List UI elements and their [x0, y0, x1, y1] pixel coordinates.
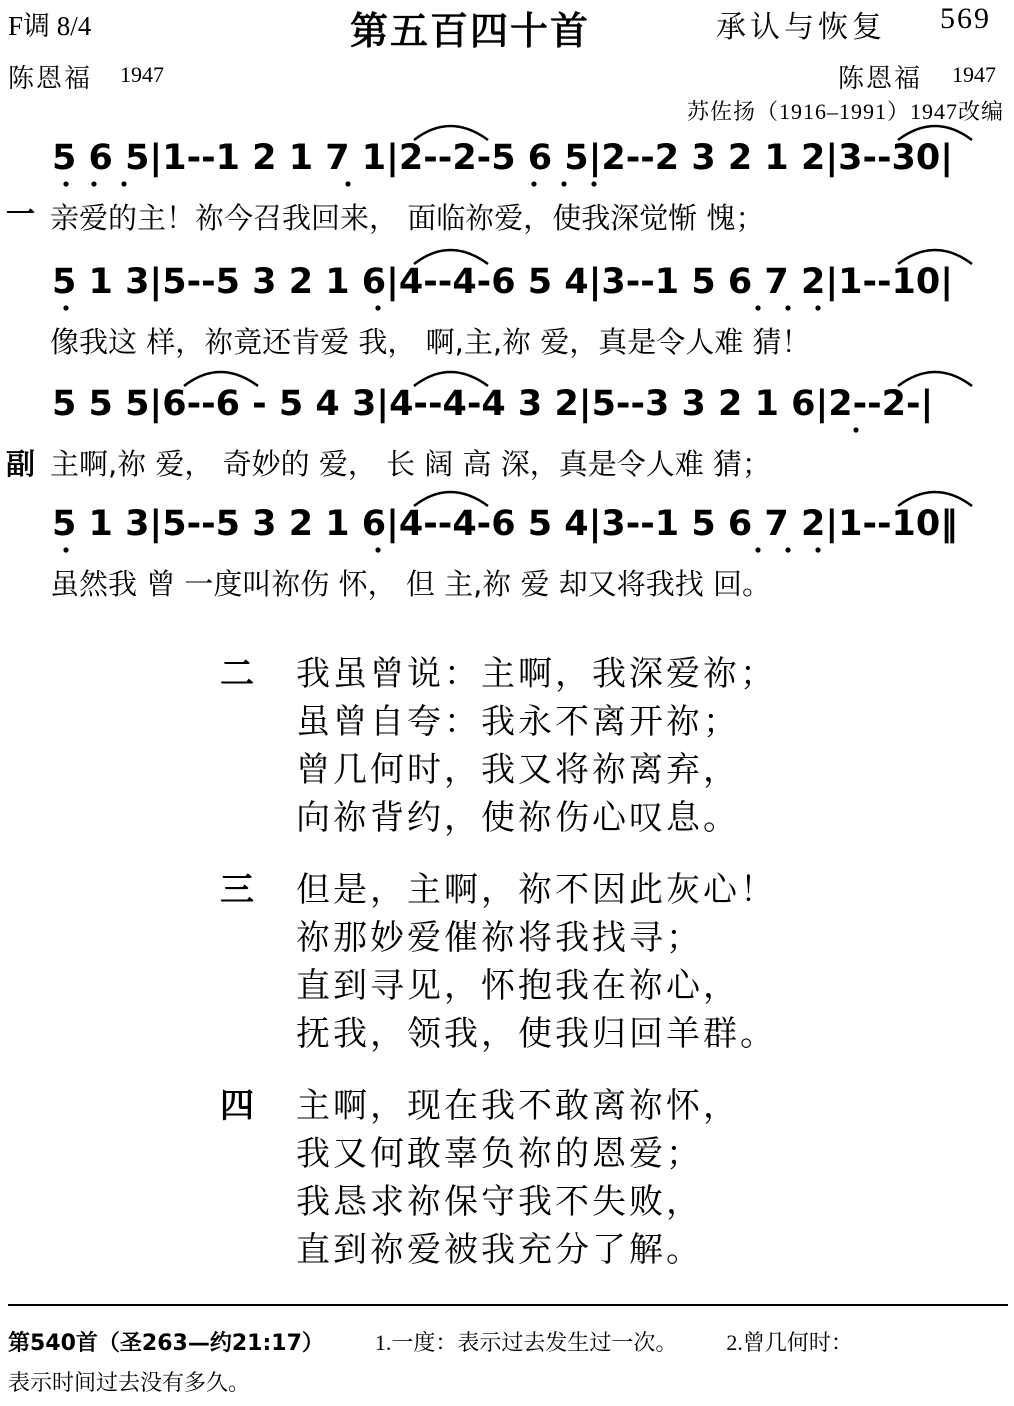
octave-dot	[531, 181, 536, 186]
octave-dot	[345, 181, 350, 186]
octave-dot	[755, 305, 760, 310]
lyric-line: 亲爱的主！祢今召我回来， 面临祢爱，使我深觉惭 愧；	[50, 201, 765, 235]
octave-dot	[63, 305, 68, 310]
octave-dot	[853, 427, 858, 432]
verse-line: 我又何敢辜负祢的恩爱；	[296, 1136, 703, 1173]
verse-line: 我虽曾说：主啊，我深爱祢；	[296, 656, 777, 693]
octave-dot	[561, 181, 566, 186]
lyric-line: 虽然我 曾 一度叫祢伤 怀， 但 主,祢 爱 却又将我找 回。	[50, 567, 771, 601]
footnote-note-2: 2.曾几何时：	[726, 1330, 853, 1355]
notation-line: 5 5 5|6--6 - 5 4 3|4--4-4 3 2|5--3 3 2 1 6|2--2-|	[52, 384, 934, 424]
tie-arc	[898, 126, 972, 140]
verse-number: 四	[220, 1088, 254, 1125]
verse-marker: 一	[6, 197, 36, 231]
tie-arc	[414, 372, 488, 386]
tie-arc	[184, 372, 258, 386]
notation-line: 5 1 3|5--5 3 2 1 6|4--4-6 5 4|3--1 5 6 7 2|1--10|	[52, 262, 953, 302]
octave-dot	[375, 305, 380, 310]
hymn-title: 第五百四十首	[350, 9, 591, 53]
arranger-credit: 苏佐扬（1916–1991）1947改编	[686, 99, 1004, 124]
notation-line: 5 6 5|1--1 2 1 7 1|2--2-5 6 5|2--2 3 2 1 2|3--30|	[52, 138, 953, 178]
lyric-line: 主啊,祢 爱， 奇妙的 爱， 长 阔 高 深，真是令人难 猜；	[50, 447, 771, 481]
footnote-note-1: 1.一度：表示过去发生过一次。	[374, 1330, 678, 1355]
verse-number: 二	[220, 656, 254, 693]
footnote-reference: 第540首（圣263—约21:17）	[8, 1331, 324, 1356]
lyricist-year: 1947	[120, 62, 164, 87]
verse-line: 我恳求祢保守我不失败，	[296, 1184, 703, 1221]
tie-arc	[414, 126, 488, 140]
tie-arc	[898, 250, 972, 264]
verse-line: 虽曾自夸：我永不离开祢；	[296, 704, 740, 741]
tie-arc	[414, 250, 488, 264]
verse-line: 直到祢爱被我充分了解。	[296, 1232, 703, 1269]
lyric-line: 像我这 样，祢竟还肯爱 我， 啊,主,祢 爱，真是令人难 猜！	[50, 325, 811, 359]
score-markings	[0, 0, 1014, 620]
section-title: 承认与恢复	[716, 11, 886, 44]
verse-line: 主啊，现在我不敢离祢怀，	[296, 1088, 740, 1125]
octave-dot	[755, 547, 760, 552]
notation-line: 5 1 3|5--5 3 2 1 6|4--4-6 5 4|3--1 5 6 7 2|1--10‖	[52, 504, 958, 544]
octave-dot	[815, 305, 820, 310]
octave-dot	[785, 305, 790, 310]
verse-marker: 副	[6, 447, 36, 481]
verse-line: 但是，主啊，祢不因此灰心！	[296, 872, 777, 909]
octave-dot	[63, 181, 68, 186]
verse-line: 祢那妙爱催祢将我找寻；	[296, 920, 703, 957]
octave-dot	[63, 547, 68, 552]
tie-arc	[898, 492, 972, 506]
verse-line: 抚我，领我，使我归回羊群。	[296, 1016, 777, 1053]
composer-year: 1947	[952, 62, 996, 87]
footnote-continuation: 表示时间过去没有多久。	[8, 1370, 251, 1395]
page-number: 569	[940, 2, 991, 35]
verse-number: 三	[220, 872, 254, 909]
footnote	[8, 1326, 853, 1357]
octave-dot	[815, 547, 820, 552]
composer-name: 陈恩福	[838, 64, 923, 93]
octave-dot	[591, 181, 596, 186]
footnote-divider	[8, 1304, 1008, 1306]
verse-line: 直到寻见，怀抱我在祢心，	[296, 968, 740, 1005]
octave-dot	[785, 547, 790, 552]
octave-dot	[91, 181, 96, 186]
lyricist-name: 陈恩福	[8, 64, 93, 93]
key-signature: F调 8/4	[8, 11, 92, 41]
octave-dot	[121, 181, 126, 186]
tie-arc	[414, 492, 488, 506]
verse-line: 曾几何时，我又将祢离弃，	[296, 752, 740, 789]
verse-line: 向祢背约，使祢伤心叹息。	[296, 800, 740, 837]
tie-arc	[898, 372, 972, 386]
octave-dot	[375, 547, 380, 552]
